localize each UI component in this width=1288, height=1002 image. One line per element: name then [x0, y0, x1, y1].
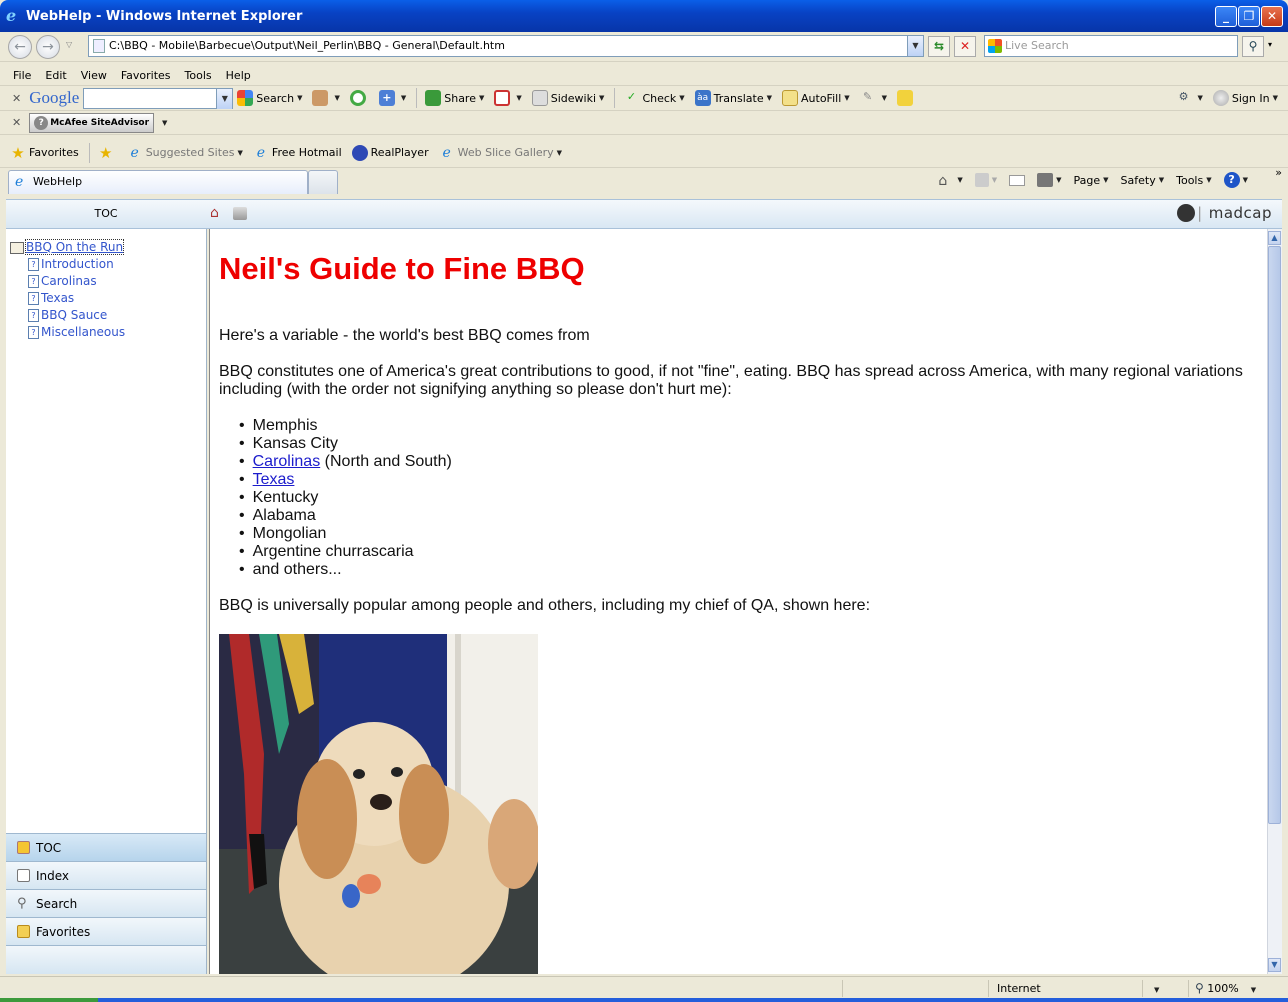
ie-page-icon: e: [15, 174, 24, 190]
index-page-icon: [17, 869, 30, 882]
home-button[interactable]: ⌂ ▼: [938, 173, 963, 189]
share-label: Share: [444, 91, 476, 105]
help-icon: ?: [1224, 172, 1240, 188]
realplayer-icon: [352, 145, 368, 161]
list-item: [244, 435, 1249, 453]
list-item-label: Argentine churrascaria: [252, 543, 414, 560]
tab-label: WebHelp: [33, 175, 83, 188]
list-item-label: Memphis: [252, 417, 318, 434]
google-dropdown-icon[interactable]: ▼: [216, 89, 232, 109]
realplayer-link[interactable]: [352, 145, 429, 161]
check-label: Check: [642, 91, 677, 105]
toolbar-widgets[interactable]: ▼: [312, 90, 339, 106]
maximize-button[interactable]: ❐: [1238, 6, 1260, 27]
google-icon: [237, 90, 253, 106]
google-logo[interactable]: Google: [29, 88, 80, 107]
page-menu-label: Page: [1073, 173, 1101, 187]
book-icon: [10, 242, 24, 254]
close-button[interactable]: ✕: [1261, 6, 1283, 27]
region-list: [244, 417, 1249, 579]
highlighter-button[interactable]: [897, 90, 916, 106]
list-item: [244, 525, 1249, 543]
list-item-label: Alabama: [252, 507, 316, 524]
dog-photo: [219, 634, 538, 974]
menu-file[interactable]: File: [13, 68, 32, 82]
print-icon[interactable]: [233, 207, 247, 220]
title-bar: [0, 0, 1288, 32]
search-placeholder: Live Search: [1005, 39, 1069, 52]
topic-icon: ?: [28, 275, 39, 288]
help-menu[interactable]: ? ▼: [1224, 172, 1248, 188]
plus-icon: +: [379, 90, 395, 106]
list-item-label: and others...: [252, 561, 342, 578]
toc-root-label: BBQ On the Run: [26, 240, 124, 254]
toc-item-texas[interactable]: [10, 290, 125, 307]
free-hotmail-label: Free Hotmail: [271, 146, 342, 159]
topic-icon: ?: [28, 258, 39, 271]
popup-blocker-button[interactable]: ▼: [494, 90, 521, 106]
status-bar: [0, 976, 1288, 999]
list-item: [244, 417, 1249, 435]
list-item: [244, 561, 1249, 579]
scroll-up-arrow[interactable]: ▲: [1268, 231, 1281, 245]
list-item-label: Kansas City: [252, 435, 338, 452]
back-button[interactable]: ←: [8, 35, 32, 59]
toc-item-label: BBQ Sauce: [41, 308, 108, 322]
search-label: Search: [256, 91, 295, 105]
zoom-button[interactable]: ⚲ 100% ▼: [1188, 980, 1268, 997]
address-url: C:\BBQ - Mobile\Barbecue\Output\Neil_Perlin\BBQ - General\Default.htm: [109, 39, 505, 52]
web-slice-gallery-label: Web Slice Gallery: [457, 146, 554, 159]
window-title: WebHelp - Windows Internet Explorer: [26, 8, 303, 24]
safety-menu-label: Safety: [1120, 173, 1156, 187]
page-title: Neil's Guide to Fine BBQ: [219, 251, 585, 286]
address-input[interactable]: [88, 35, 924, 57]
share-icon: [425, 90, 441, 106]
toc-item-label: Miscellaneous: [41, 325, 126, 339]
wrench-icon: ✎: [863, 90, 873, 103]
rss-icon: [975, 173, 989, 187]
add-favorite-button[interactable]: [98, 145, 117, 161]
google-toolbar: [0, 85, 1288, 111]
list-item-label: Mongolian: [252, 525, 327, 542]
accordion-toc[interactable]: [6, 833, 206, 861]
taskbar: [0, 998, 1288, 1002]
autofill-label: AutoFill: [801, 91, 842, 105]
print-button[interactable]: ▼: [1037, 173, 1061, 187]
zoom-label: 100%: [1207, 982, 1239, 995]
menu-bar: [0, 66, 1288, 84]
address-dropdown-icon[interactable]: ▼: [907, 36, 923, 56]
madcap-logo-icon: [1177, 204, 1195, 222]
tools-menu-label: Tools: [1176, 173, 1204, 187]
ie-logo-icon: e: [6, 6, 17, 25]
wrench-settings-icon: ⚙: [1178, 90, 1189, 103]
menu-help[interactable]: Help: [225, 68, 251, 82]
favorites-bar: [0, 138, 1288, 168]
swirl-icon: [350, 90, 366, 106]
menu-edit[interactable]: Edit: [45, 68, 67, 82]
menu-favorites[interactable]: Favorites: [120, 68, 171, 82]
mcafee-label: McAfee SiteAdvisor: [50, 117, 150, 128]
question-icon: ?: [34, 116, 48, 130]
live-search-icon: [988, 39, 1002, 53]
zone-label: Internet: [997, 982, 1041, 995]
toolbar-chrome[interactable]: [350, 90, 369, 106]
list-item: [244, 471, 1249, 489]
printer-icon: [1037, 173, 1053, 187]
new-tab-button[interactable]: [308, 170, 338, 194]
translate-icon: àa: [695, 90, 711, 106]
autofill-icon: [782, 90, 798, 106]
menu-tools[interactable]: Tools: [184, 68, 212, 82]
folder-icon: [17, 925, 30, 938]
topic-icon: ?: [28, 309, 39, 322]
status-cell: [842, 980, 986, 997]
minimize-button[interactable]: _: [1215, 6, 1237, 27]
separator: [89, 143, 90, 163]
separator: [416, 88, 417, 108]
toc-item-label: Texas: [41, 291, 75, 305]
qa-paragraph: BBQ is universally popular among people and others, including my chief of QA, shown here:: [219, 597, 871, 614]
more-commands-icon[interactable]: »: [1275, 166, 1282, 179]
accordion-index[interactable]: [6, 861, 206, 889]
toc-item-miscellaneous[interactable]: [10, 324, 125, 341]
menu-view[interactable]: View: [80, 68, 107, 82]
tools-menu[interactable]: Tools ▼: [1176, 173, 1212, 187]
popup-blocker-icon: [494, 90, 510, 106]
toc-item-label: Introduction: [41, 257, 114, 271]
list-item: [244, 507, 1249, 525]
stop-button[interactable]: ✕: [954, 36, 976, 57]
forward-button[interactable]: →: [36, 35, 60, 59]
search-go-icon[interactable]: ⚲: [1242, 36, 1264, 57]
page-menu[interactable]: Page ▼: [1073, 173, 1109, 187]
highlighter-icon: [897, 90, 913, 106]
add-star-icon: ★: [98, 143, 113, 162]
accordion-favorites[interactable]: [6, 917, 206, 945]
scroll-thumb[interactable]: [1268, 246, 1281, 824]
toc-book-bbq-on-the-run[interactable]: [10, 239, 125, 256]
toc-item-bbq-sauce[interactable]: [10, 307, 125, 324]
mail-icon: [1009, 175, 1025, 186]
close-toolbar-icon[interactable]: ✕: [12, 91, 22, 105]
toc-item-carolinas[interactable]: [10, 273, 125, 290]
search-input[interactable]: [984, 35, 1238, 57]
protected-mode-button[interactable]: ▼: [1142, 980, 1188, 997]
feeds-button[interactable]: ▼: [975, 173, 997, 187]
refresh-button[interactable]: ⇆: [928, 36, 950, 57]
user-icon: [1213, 90, 1229, 106]
accordion-label: Favorites: [36, 925, 91, 939]
list-item-note: (North and South): [324, 453, 452, 470]
ie-page-icon: e: [256, 144, 266, 161]
madcap-label: madcap: [1208, 204, 1272, 222]
toolbar-add[interactable]: + ▼: [379, 90, 406, 106]
mcafee-dropdown-icon[interactable]: ▼: [162, 118, 168, 127]
translate-label: Translate: [713, 91, 764, 105]
sign-in-button[interactable]: Sign In ▼: [1213, 90, 1278, 106]
list-item: [244, 453, 1249, 471]
google-search-input[interactable]: [83, 88, 233, 109]
recent-pages-dropdown-icon[interactable]: ▽: [66, 40, 73, 49]
toc-item-label: Carolinas: [41, 274, 97, 288]
carolinas-link[interactable]: Carolinas: [252, 453, 321, 470]
home-icon[interactable]: ⌂: [210, 205, 219, 221]
accordion-label: TOC: [36, 841, 62, 855]
accordion-label: Search: [36, 897, 78, 911]
security-zone: [988, 980, 1142, 997]
tab-webhelp[interactable]: [8, 170, 308, 194]
close-toolbar-icon[interactable]: ✕: [12, 116, 22, 129]
sign-in-label: Sign In: [1231, 91, 1270, 105]
accordion-label: Index: [36, 869, 70, 883]
wrench-options-button[interactable]: ✎ ▼: [860, 90, 887, 106]
web-slice-gallery-link[interactable]: e Web Slice Gallery ▼: [439, 145, 562, 161]
mcafee-toolbar: [0, 111, 1288, 135]
toc-item-introduction[interactable]: [10, 256, 125, 273]
free-hotmail-link[interactable]: [253, 145, 342, 161]
scroll-down-arrow[interactable]: ▼: [1268, 958, 1281, 972]
zoom-icon: ⚲: [1195, 981, 1204, 995]
texas-link[interactable]: Texas: [252, 471, 295, 488]
list-item-label: Kentucky: [252, 489, 319, 506]
intro-paragraph: BBQ constitutes one of America's great contributions to good, if not "fine", eating. BBQ has spread across America, with many regional variations including (with the order not signifying anything so please don't hurt me):: [219, 363, 1243, 398]
realplayer-label: RealPlayer: [370, 146, 429, 159]
command-bar: [938, 172, 1260, 188]
suggested-sites-label: Suggested Sites: [145, 146, 235, 159]
accordion-footer: [6, 945, 206, 974]
google-search-button[interactable]: Search ▼: [237, 90, 302, 106]
pane-title: TOC: [94, 207, 118, 220]
search-options-icon[interactable]: ▾: [1268, 40, 1273, 49]
favorites-button[interactable]: [10, 145, 79, 161]
read-mail-button[interactable]: [1009, 175, 1025, 186]
translate-button[interactable]: àa Translate ▼: [695, 90, 772, 106]
accordion-search[interactable]: [6, 889, 206, 917]
ie-page-icon: e: [130, 144, 139, 161]
topic-icon: ?: [28, 326, 39, 339]
sidewiki-icon: [532, 90, 548, 106]
suggested-sites-link[interactable]: e Suggested Sites ▼: [127, 145, 243, 161]
topic-icon: ?: [28, 292, 39, 305]
toc-tree: [10, 239, 125, 341]
share-button[interactable]: Share ▼: [425, 90, 484, 106]
variable-paragraph: Here's a variable - the world's best BBQ comes from: [219, 327, 590, 344]
mcafee-siteadvisor-button[interactable]: [29, 113, 154, 133]
madcap-brand: | madcap: [1197, 204, 1272, 222]
check-button[interactable]: ✓ Check ▼: [623, 90, 684, 106]
magnifier-icon: ⚲: [17, 896, 27, 911]
page-icon: [93, 39, 105, 53]
sidewiki-label: Sidewiki: [550, 91, 597, 105]
list-item: [244, 543, 1249, 561]
spellcheck-icon: ✓: [626, 90, 637, 103]
bookmarks-icon: [312, 90, 328, 106]
list-item: [244, 489, 1249, 507]
safety-menu[interactable]: Safety ▼: [1120, 173, 1165, 187]
separator: [614, 88, 615, 108]
sidewiki-button[interactable]: Sidewiki ▼: [532, 90, 605, 106]
toc-book-icon: [17, 841, 30, 854]
autofill-button[interactable]: AutoFill ▼: [782, 90, 850, 106]
ie-page-icon: e: [442, 144, 451, 161]
favorites-label: Favorites: [29, 146, 79, 159]
home-icon: ⌂: [938, 173, 948, 189]
settings-button[interactable]: ⚙ ▼: [1176, 90, 1203, 106]
navigation-pane: [6, 229, 207, 974]
star-icon: ★: [11, 143, 25, 162]
